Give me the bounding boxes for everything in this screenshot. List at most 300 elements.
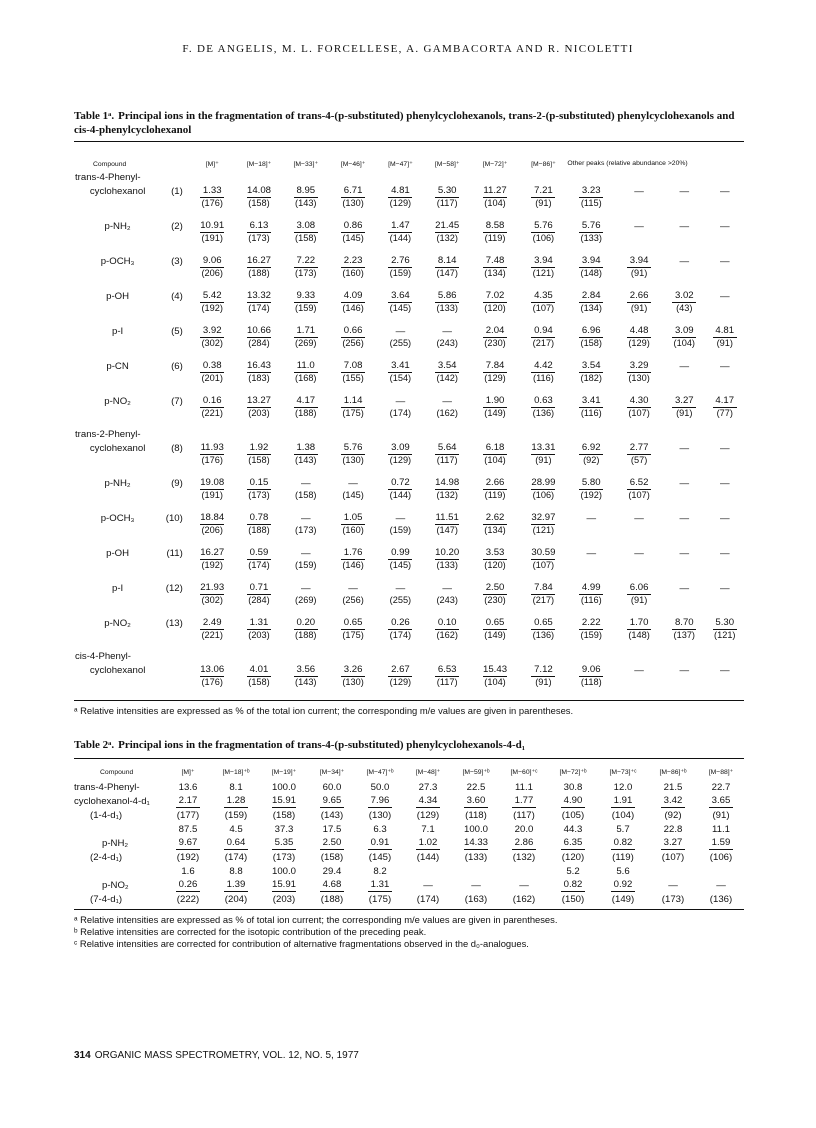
mz-value — [663, 677, 706, 698]
intensity-cell — [424, 219, 471, 233]
intensity-cell — [615, 616, 663, 630]
intensity-cell — [500, 850, 548, 864]
intensity-value: 3.27 — [672, 395, 696, 408]
intensity-cell — [282, 441, 329, 455]
compound-name: (7-4-d₁) — [90, 893, 123, 905]
intensity-cell — [519, 219, 567, 233]
intensity-cell — [471, 663, 520, 677]
intensity-cell — [236, 289, 283, 303]
intensity-cell — [424, 441, 471, 455]
compound-number: (5) — [171, 325, 183, 337]
mz-value: (147) — [436, 268, 458, 278]
intensity-cell — [648, 836, 698, 850]
mz-value: (176) — [201, 198, 223, 208]
intensity-cell — [663, 616, 706, 630]
intensity-value: 0.82 — [561, 879, 585, 892]
table2-header-cell: [M−88]⁺ — [708, 769, 734, 776]
intensity-cell — [452, 836, 500, 850]
intensity-cell — [404, 850, 452, 864]
intensity-value: 17.5 — [322, 823, 342, 835]
table1-mz-row — [74, 630, 744, 651]
intensity-cell — [329, 511, 377, 525]
intensity-value: 16.27 — [246, 254, 271, 266]
intensity-cell — [663, 184, 706, 198]
mz-value: (143) — [295, 455, 317, 465]
intensity-value: 8.95 — [294, 185, 318, 198]
mz-value — [663, 373, 706, 394]
intensity-cell — [615, 289, 663, 303]
mz-value: (192) — [201, 560, 223, 570]
intensity-cell — [282, 289, 329, 303]
intensity-value: 8.14 — [435, 255, 459, 268]
intensity-cell — [452, 822, 500, 836]
mz-value: (129) — [389, 677, 412, 687]
table1-row — [74, 289, 744, 303]
compound-name: p-OH — [106, 547, 130, 559]
intensity-cell — [356, 808, 404, 822]
intensity-cell — [500, 864, 548, 878]
intensity-value: — — [719, 220, 730, 232]
intensity-value: 0.59 — [247, 547, 271, 560]
mz-value: (158) — [295, 490, 317, 500]
intensity-value: 21.5 — [663, 781, 683, 793]
intensity-cell — [452, 794, 500, 808]
intensity-value: 0.99 — [388, 547, 412, 560]
intensity-cell — [615, 663, 663, 677]
intensity-cell — [706, 219, 744, 233]
intensity-value: 37.3 — [274, 823, 294, 835]
intensity-cell — [519, 546, 567, 560]
intensity-value: (133) — [464, 851, 488, 863]
intensity-value: 7.22 — [294, 255, 318, 268]
intensity-cell — [706, 359, 744, 373]
mz-value: (173) — [295, 525, 317, 535]
intensity-cell — [308, 850, 356, 864]
mz-value: (191) — [201, 490, 223, 500]
intensity-cell — [615, 511, 663, 525]
compound-name: p-NO₂ — [104, 395, 131, 407]
intensity-value: 15.91 — [271, 794, 296, 806]
intensity-cell — [212, 892, 260, 906]
table1-caption — [74, 109, 744, 137]
table2-row — [74, 850, 744, 864]
mz-value — [567, 525, 615, 546]
intensity-value: 4.17 — [713, 395, 737, 408]
intensity-value: 15.91 — [271, 878, 296, 890]
intensity-cell — [519, 359, 567, 373]
mz-value: (221) — [201, 630, 223, 640]
intensity-value: (163) — [464, 893, 488, 905]
intensity-value: 12.0 — [613, 781, 633, 793]
table1-body — [74, 172, 744, 698]
intensity-cell — [548, 780, 598, 794]
intensity-value: — — [423, 879, 433, 891]
intensity-value: 100.0 — [271, 781, 296, 793]
mz-value: (116) — [533, 373, 554, 383]
mz-value: (91) — [535, 677, 552, 687]
intensity-value: (173) — [661, 893, 685, 905]
intensity-cell — [615, 359, 663, 373]
mz-value: (92) — [583, 455, 600, 465]
mz-value: (162) — [436, 408, 458, 418]
intensity-cell — [236, 359, 283, 373]
intensity-value: 3.94 — [627, 255, 651, 268]
intensity-cell — [663, 476, 706, 490]
intensity-cell — [424, 511, 471, 525]
spacer — [74, 338, 189, 359]
intensity-value: (130) — [368, 809, 392, 821]
intensity-value: (204) — [224, 893, 248, 905]
intensity-cell — [308, 878, 356, 892]
mz-value: (133) — [580, 233, 602, 243]
mz-value: (134) — [484, 525, 506, 535]
mz-value: (145) — [342, 233, 364, 243]
intensity-value: — — [719, 512, 730, 524]
intensity-value: 0.65 — [531, 617, 555, 630]
mz-value: (146) — [342, 303, 364, 313]
mz-value: (116) — [580, 408, 602, 418]
intensity-value: 3.54 — [435, 360, 459, 373]
intensity-cell — [567, 546, 615, 560]
intensity-cell — [260, 864, 308, 878]
intensity-cell — [615, 476, 663, 490]
table2-label: Table 2ᵃ. — [74, 739, 115, 751]
mz-value: (175) — [342, 630, 364, 640]
table1-mz-row — [74, 560, 744, 581]
mz-value: (302) — [201, 595, 223, 605]
intensity-value: 6.52 — [627, 477, 651, 490]
intensity-value: 1.90 — [483, 395, 507, 408]
intensity-value: 5.30 — [713, 617, 737, 630]
intensity-value: 30.59 — [531, 546, 556, 558]
intensity-value: 6.96 — [579, 325, 603, 338]
intensity-value: 11.51 — [435, 511, 459, 523]
intensity-value: (132) — [512, 851, 536, 863]
compound-number: (10) — [165, 512, 183, 524]
mz-value: (192) — [580, 490, 602, 500]
mz-value: (117) — [436, 455, 458, 465]
intensity-cell — [424, 254, 471, 268]
intensity-value: — — [395, 582, 406, 594]
intensity-cell — [471, 359, 520, 373]
mz-value: (159) — [389, 268, 412, 278]
intensity-value: 2.50 — [320, 837, 344, 850]
compound-number: (6) — [171, 360, 183, 372]
compound-name — [74, 822, 164, 836]
page-number: 314 — [74, 1050, 91, 1061]
table1-row — [74, 359, 744, 373]
mz-value: (243) — [436, 338, 458, 348]
intensity-cell — [236, 184, 283, 198]
intensity-value: 8.58 — [483, 220, 507, 233]
table2-header-cell: [M−73]⁺ᶜ — [609, 769, 637, 776]
intensity-cell — [164, 822, 212, 836]
mz-value: (158) — [248, 677, 270, 687]
table1-group-row — [74, 651, 744, 663]
intensity-value: 0.72 — [388, 477, 412, 490]
intensity-value: 1.02 — [416, 837, 440, 850]
intensity-value: 7.84 — [483, 360, 507, 373]
intensity-cell — [615, 546, 663, 560]
intensity-value: 0.82 — [611, 837, 635, 850]
mz-value: (191) — [201, 233, 223, 243]
compound-name: p-NO₂ — [102, 879, 129, 891]
intensity-value: 1.59 — [709, 837, 733, 850]
spacer — [74, 630, 189, 651]
intensity-value: 2.86 — [512, 837, 536, 850]
intensity-cell — [598, 794, 648, 808]
mz-value — [615, 677, 663, 698]
intensity-cell — [329, 394, 377, 408]
mz-value — [706, 490, 744, 511]
intensity-cell — [663, 359, 706, 373]
table1-mz-row — [74, 490, 744, 511]
intensity-cell — [471, 441, 520, 455]
table2-row — [74, 822, 744, 836]
intensity-cell — [663, 394, 706, 408]
intensity-cell — [567, 616, 615, 630]
spacer — [74, 595, 189, 616]
intensity-cell — [260, 780, 308, 794]
intensity-value: 6.92 — [579, 442, 603, 455]
mz-value: (174) — [389, 630, 412, 640]
intensity-cell — [698, 808, 744, 822]
intensity-cell — [663, 546, 706, 560]
mz-value: (173) — [295, 268, 317, 278]
intensity-value: 7.02 — [483, 290, 507, 303]
intensity-cell — [500, 822, 548, 836]
mz-value: (121) — [532, 525, 555, 535]
mz-value — [706, 373, 744, 394]
table1-mz-row — [74, 198, 744, 219]
intensity-value: 9.65 — [320, 795, 344, 808]
intensity-cell — [377, 511, 424, 525]
intensity-cell — [236, 546, 283, 560]
intensity-value: 6.06 — [627, 582, 651, 595]
intensity-cell — [356, 836, 404, 850]
intensity-cell — [164, 808, 212, 822]
intensity-cell — [567, 476, 615, 490]
table1-footnotes — [74, 705, 573, 717]
mz-value: (145) — [389, 560, 412, 570]
mz-value: (120) — [484, 560, 506, 570]
intensity-cell — [329, 581, 377, 595]
mz-value: (158) — [248, 198, 270, 208]
intensity-value: 10.20 — [435, 546, 460, 558]
intensity-cell — [212, 850, 260, 864]
intensity-cell — [706, 441, 744, 455]
intensity-value: 4.01 — [247, 664, 271, 677]
intensity-value: — — [719, 664, 730, 676]
intensity-cell — [377, 219, 424, 233]
intensity-value: 0.64 — [224, 837, 248, 850]
table2-caption-text: Principal ions in the fragmentation of trans-4-(p-substituted) phenylcyclohexanols-4-d₁ — [118, 739, 526, 751]
intensity-cell — [308, 808, 356, 822]
intensity-value: 3.42 — [661, 795, 685, 808]
intensity-value: 8.70 — [672, 617, 696, 630]
intensity-cell — [377, 359, 424, 373]
mz-value: (174) — [248, 560, 270, 570]
mz-value: (106) — [532, 490, 555, 500]
mz-value: (206) — [201, 525, 223, 535]
intensity-cell — [548, 822, 598, 836]
intensity-value: 0.86 — [341, 220, 365, 233]
intensity-cell — [260, 836, 308, 850]
mz-value: (129) — [389, 455, 412, 465]
intensity-cell — [282, 359, 329, 373]
intensity-value: 3.09 — [672, 325, 696, 338]
intensity-cell — [189, 254, 236, 268]
intensity-cell — [519, 324, 567, 338]
intensity-value: 0.94 — [531, 325, 555, 338]
intensity-value: 6.71 — [341, 185, 365, 198]
mz-value: (255) — [389, 338, 412, 348]
intensity-value: 3.23 — [579, 185, 603, 198]
intensity-cell — [404, 878, 452, 892]
table1-mz-row — [74, 338, 744, 359]
intensity-value: (175) — [368, 893, 392, 905]
mz-value: (149) — [484, 630, 506, 640]
intensity-value: (173) — [272, 851, 296, 863]
intensity-cell — [377, 254, 424, 268]
intensity-value: — — [679, 582, 690, 594]
mz-value — [615, 198, 663, 219]
intensity-cell — [452, 850, 500, 864]
compound-name: p-I — [111, 325, 124, 337]
mz-value: (182) — [580, 373, 602, 383]
table1-mz-row — [74, 677, 744, 698]
intensity-cell — [471, 324, 520, 338]
mz-value: (159) — [295, 303, 317, 313]
intensity-value: — — [719, 442, 730, 454]
table2-row — [74, 794, 744, 808]
mz-value: (302) — [201, 338, 223, 348]
intensity-value: 7.12 — [531, 664, 555, 677]
table2-row — [74, 780, 744, 794]
intensity-cell — [260, 822, 308, 836]
intensity-cell — [615, 184, 663, 198]
mz-value: (188) — [295, 630, 317, 640]
intensity-cell — [706, 394, 744, 408]
table1-header-m47: [M−47]⁺ — [388, 161, 413, 168]
intensity-cell — [329, 289, 377, 303]
intensity-cell — [548, 808, 598, 822]
mz-value — [663, 233, 706, 254]
compound-number: (13) — [165, 617, 183, 629]
intensity-cell — [452, 878, 500, 892]
table1-mz-row — [74, 408, 744, 429]
intensity-value: 1.31 — [368, 879, 392, 892]
table1-header-m86: [M−86]⁺ — [531, 161, 556, 168]
mz-value: (143) — [295, 198, 317, 208]
intensity-value: — — [634, 512, 644, 524]
intensity-cell — [282, 394, 329, 408]
table1-header-m: [M]⁺ — [205, 161, 219, 168]
intensity-cell — [471, 219, 520, 233]
table1-header-m72: [M−72]⁺ — [482, 161, 508, 168]
intensity-value: — — [719, 477, 730, 489]
intensity-value: (106) — [709, 851, 733, 863]
compound-name: cyclohexanol — [89, 442, 146, 454]
intensity-value: (91) — [712, 809, 730, 821]
intensity-value: 7.48 — [483, 255, 507, 268]
intensity-cell — [519, 476, 567, 490]
intensity-value: 0.26 — [388, 617, 412, 630]
intensity-value: — — [300, 512, 311, 524]
intensity-cell — [424, 581, 471, 595]
mz-value: (217) — [532, 595, 555, 605]
mz-value: (159) — [580, 630, 602, 640]
intensity-cell — [519, 511, 567, 525]
intensity-cell — [377, 324, 424, 338]
intensity-value: — — [679, 442, 690, 454]
intensity-cell — [548, 892, 598, 906]
mz-value: (174) — [389, 408, 412, 418]
intensity-value: (203) — [272, 893, 296, 905]
table2-footnote: ᶜ Relative intensities are corrected for contribution of alternative fragmentations observed in the d₀-analogues. — [74, 938, 529, 949]
intensity-value: 3.65 — [709, 795, 733, 808]
intensity-cell — [308, 822, 356, 836]
table1-footnote-a: ᵃ Relative intensities are expressed as % of the total ion current; the corresponding m/e values are given in parentheses. — [74, 705, 574, 716]
intensity-value: 1.28 — [224, 795, 248, 808]
intensity-value: 100.0 — [271, 865, 296, 877]
intensity-cell — [189, 219, 236, 233]
intensity-value: 9.67 — [176, 837, 200, 850]
intensity-value: 4.09 — [341, 290, 365, 303]
intensity-value: 0.15 — [247, 477, 271, 490]
intensity-value: 3.41 — [579, 395, 603, 408]
intensity-value: 13.6 — [178, 781, 198, 793]
mz-value: (142) — [436, 373, 458, 383]
mz-value — [663, 490, 706, 511]
intensity-value: 5.76 — [531, 220, 555, 233]
mz-value: (192) — [201, 303, 223, 313]
table1 — [74, 144, 744, 698]
table1-row — [74, 546, 744, 560]
intensity-value: (188) — [320, 893, 344, 905]
table2-header-cell: [M−19]⁺ — [271, 769, 297, 776]
table2-header-cell: [M−72]⁺ᵇ — [559, 769, 587, 776]
compound-name: p-NH₂ — [104, 220, 131, 232]
intensity-value: 0.65 — [341, 617, 365, 630]
intensity-cell — [164, 850, 212, 864]
intensity-cell — [706, 546, 744, 560]
intensity-cell — [189, 359, 236, 373]
intensity-value: 15.43 — [483, 663, 508, 675]
intensity-cell — [706, 254, 744, 268]
intensity-value: 3.08 — [294, 220, 318, 233]
intensity-value: 100.0 — [463, 823, 488, 835]
intensity-cell — [356, 794, 404, 808]
intensity-cell — [500, 892, 548, 906]
intensity-cell — [471, 289, 520, 303]
intensity-cell — [615, 581, 663, 595]
table1-label: Table 1ᵃ. — [74, 110, 115, 122]
intensity-value: — — [719, 582, 730, 594]
intensity-cell — [471, 546, 520, 560]
intensity-cell — [404, 822, 452, 836]
intensity-value: 2.62 — [483, 512, 507, 525]
mz-value: (136) — [532, 630, 555, 640]
intensity-cell — [648, 850, 698, 864]
intensity-value: — — [442, 325, 452, 337]
intensity-cell — [189, 511, 236, 525]
mz-value: (119) — [484, 490, 506, 500]
intensity-cell — [698, 892, 744, 906]
mz-value: (133) — [436, 303, 458, 313]
intensity-value: (149) — [611, 893, 635, 905]
intensity-value: 1.33 — [200, 185, 224, 198]
